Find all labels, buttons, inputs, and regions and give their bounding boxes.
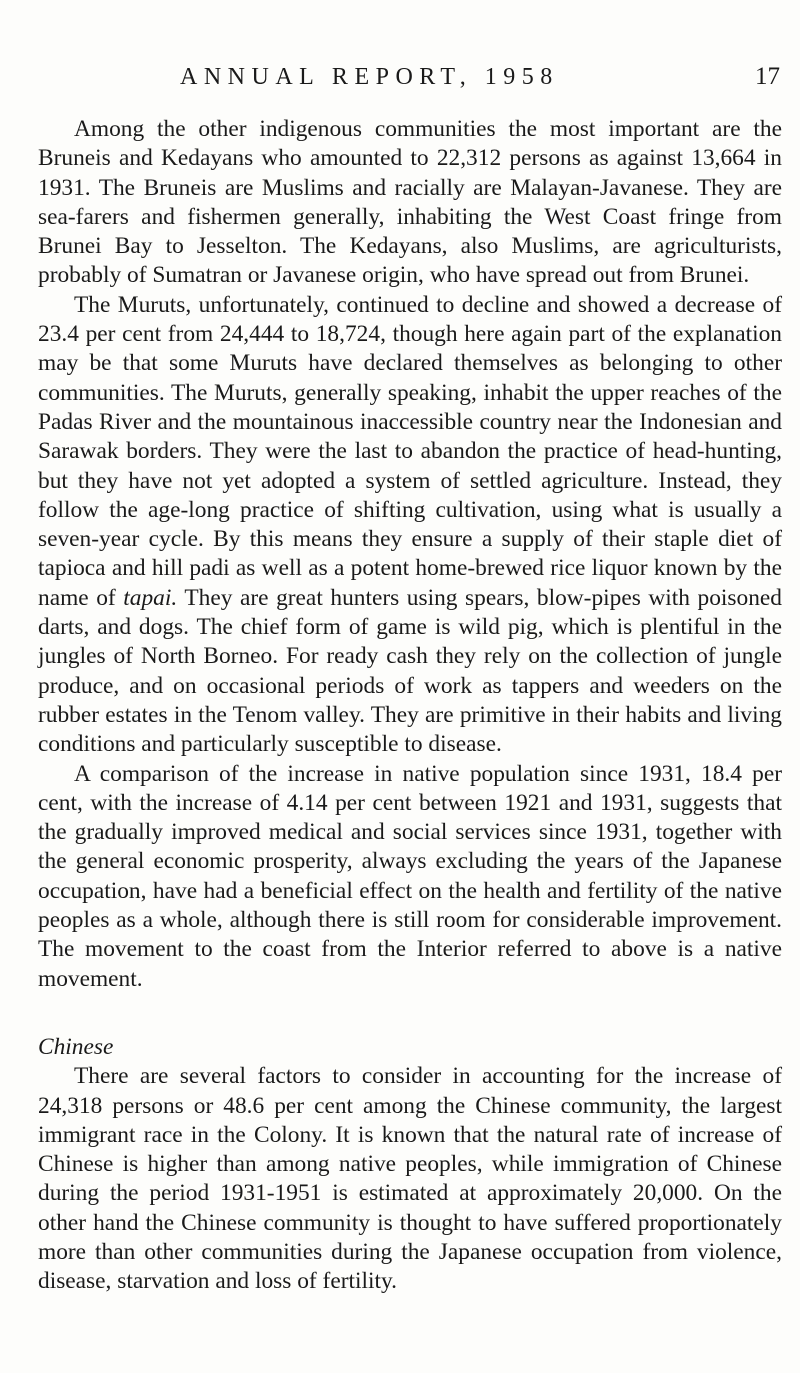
- paragraph-native-population: A comparison of the increase in native population since 1931, 18.4 per cent, with the increase of 4.14 per cent between 1921 and 1931, suggests that the gradually improved medical and social services since 1931, together with the general economic prosperity, always excluding the years of the Japanese occupation, have had a beneficial effect on the health and fertility of the native peoples as a whole, although there is still room for considerable improvement. The movement to the coast from the Interior referred to above is a native movement.: [38, 760, 782, 992]
- italic-term-tapai: tapai.: [123, 584, 178, 611]
- muruts-text-part-2: They are great hunters using spears, blow-pipes with poisoned darts, and dogs. The chief form of game is wild pig, which is plentiful in the jungles of North Borneo. For ready cash they rely on the collection of jungle produce, and on occasional periods of work as tappers and weeders on the rubber estates in the Tenom valley. They are primitive in their habits and living conditions and particularly susceptible to disease.: [38, 584, 782, 758]
- running-head: ANNUAL REPORT, 1958: [180, 64, 559, 90]
- paragraph-muruts: [38, 291, 782, 760]
- page-number: 17: [755, 63, 780, 90]
- muruts-text-part-1: The Muruts, unfortunately, continued to decline and showed a decrease of 23.4 per cent from 24,444 to 18,724, though here again part of the explanation may be that some Muruts have declared themselves as belonging to other communities. The Muruts, generally speaking, inhabit the upper reaches of the Padas River and the mountainous inaccessible country near the Indonesian and Sarawak borders. They were the last to abandon the practice of head-hunting, but they have not yet adopted a system of settled agriculture. Instead, they follow the age-long practice of shifting cultivation, using what is usually a seven-year cycle. By this means they ensure a supply of their staple diet of tapioca and hill padi as well as a potent home-brewed rice liquor known by the name of: [38, 291, 782, 611]
- paragraph-chinese: There are several factors to consider in accounting for the increase of 24,318 persons or 48.6 per cent among the Chinese community, the largest immigrant race in the Colony. It is known that the natural rate of increase of Chinese is higher than among native peoples, while immigration of Chinese during the period 1931-1951 is estimated at approximately 20,000. On the other hand the Chinese community is thought to have suffered proportionately more than other communities during the Japanese occupation from violence, disease, starvation and loss of fertility.: [38, 1063, 782, 1295]
- body-text: [38, 115, 782, 1297]
- section-heading-chinese: Chinese: [38, 1033, 114, 1060]
- document-page: [38, 0, 786, 1295]
- page-header: [38, 0, 786, 100]
- paragraph-bruneis-kedayans: Among the other indigenous communities the most important are the Bruneis and Kedayans who amounted to 22,312 persons as against 13,664 in 1931. The Bruneis are Muslims and racially are Malayan-Javanese. They are sea-farers and fishermen generally, inhabiting the West Coast fringe from Brunei Bay to Jesselton. The Kedayans, also Muslims, are agriculturists, probably of Sumatran or Javanese origin, who have spread out from Brunei.: [38, 116, 782, 289]
